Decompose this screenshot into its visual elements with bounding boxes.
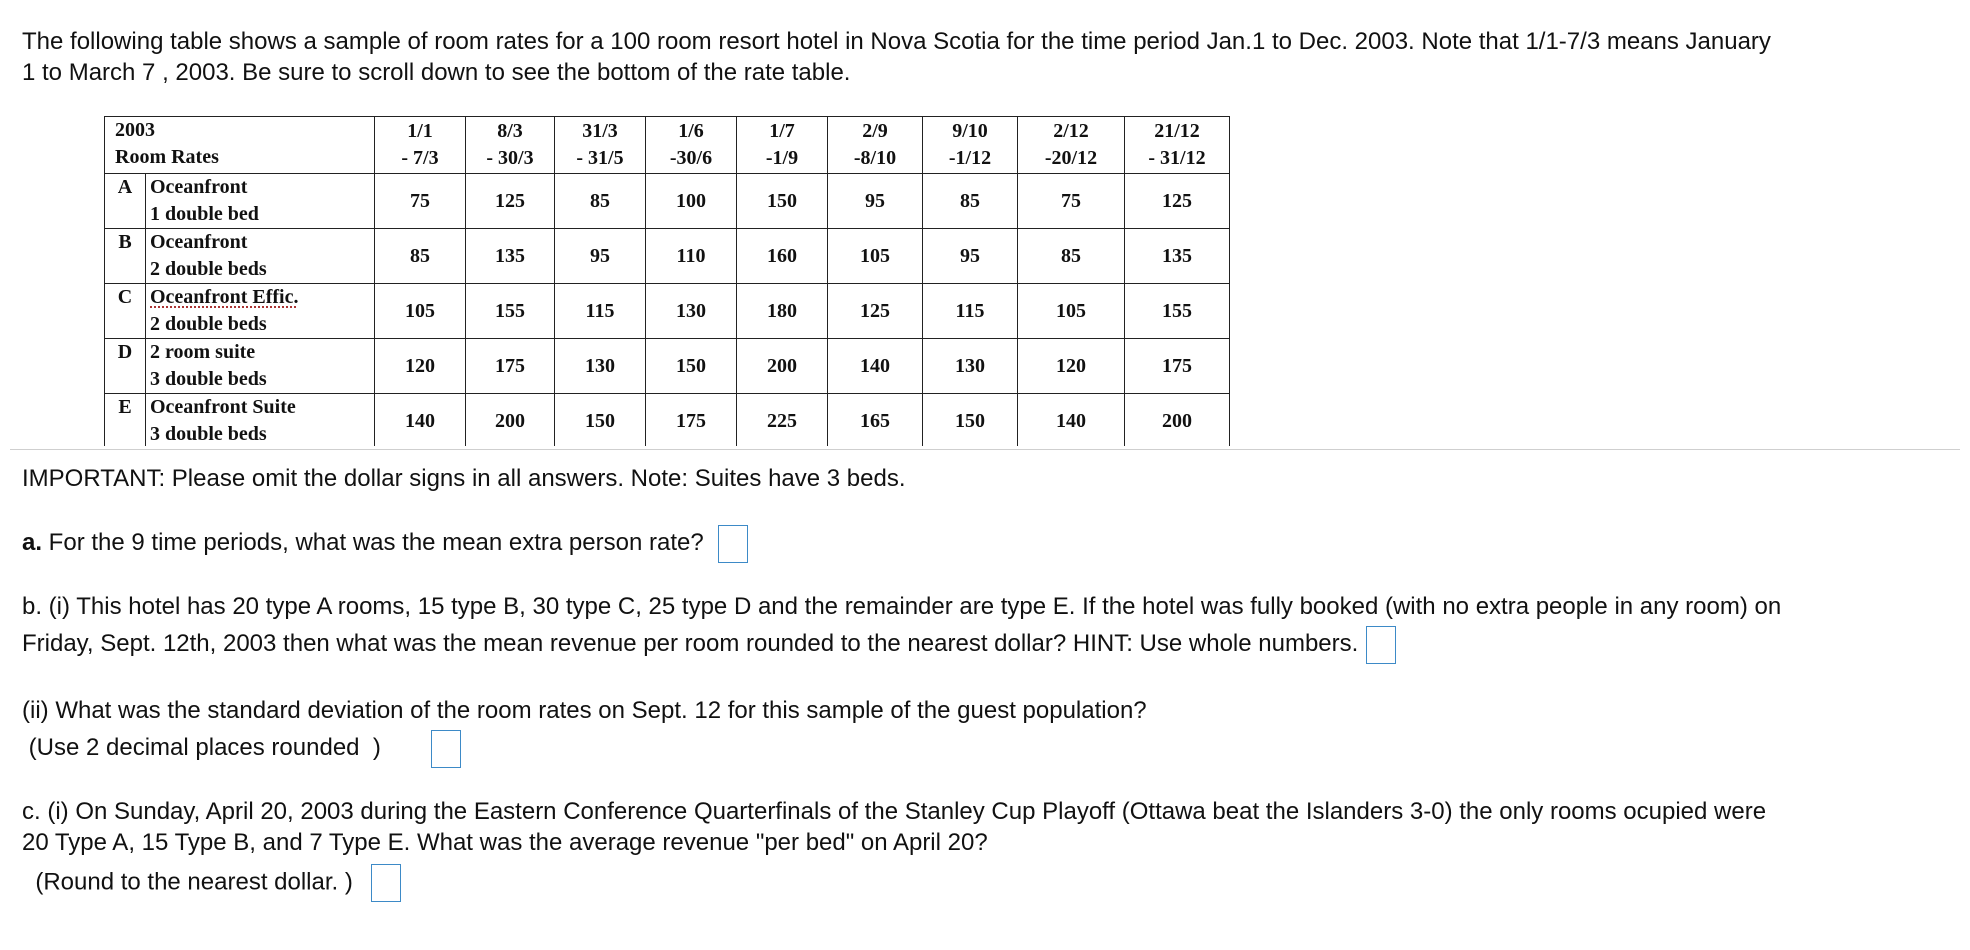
question-c-i-line-3: (Round to the nearest dollar. ) — [22, 868, 353, 896]
room-code: C — [105, 284, 146, 339]
rate-cell: 150 — [555, 394, 646, 447]
rate-cell: 150 — [923, 394, 1018, 447]
question-b-ii-line-2: (Use 2 decimal places rounded ) — [22, 734, 381, 761]
rate-cell: 140 — [1018, 394, 1125, 447]
rate-cell: 125 — [466, 174, 555, 229]
room-type: Oceanfront Suite 3 double beds — [146, 394, 375, 447]
rate-cell: 130 — [923, 339, 1018, 394]
rate-cell: 140 — [375, 394, 466, 447]
table-row — [105, 284, 1230, 339]
table-title-year: 2003 — [115, 119, 155, 141]
question-b-ii-line-1: (ii) What was the standard deviation of the room rates on Sept. 12 for this sample of the guest population? — [22, 697, 1147, 724]
rate-cell: 125 — [1125, 174, 1230, 229]
room-code: E — [105, 394, 146, 447]
room-code: B — [105, 229, 146, 284]
period-header: 9/10 -1/12 — [923, 117, 1018, 174]
question-a-label: a. — [22, 529, 43, 556]
answer-b-ii-input[interactable] — [431, 730, 461, 768]
rate-cell: 200 — [737, 339, 828, 394]
rate-cell: 105 — [828, 229, 923, 284]
rate-cell: 155 — [466, 284, 555, 339]
table-title-cell — [105, 117, 375, 174]
room-type: Oceanfront 1 double bed — [146, 174, 375, 229]
rate-cell: 180 — [737, 284, 828, 339]
rate-cell: 160 — [737, 229, 828, 284]
answer-c-i-input[interactable] — [371, 864, 401, 902]
rate-cell: 200 — [466, 394, 555, 447]
table-header-row — [105, 117, 1230, 174]
period-header: 1/7 -1/9 — [737, 117, 828, 174]
table-title-label: Room Rates — [115, 146, 219, 168]
period-header: 21/12 - 31/12 — [1125, 117, 1230, 174]
rate-table-scroll-area[interactable] — [104, 116, 1234, 446]
rate-cell: 125 — [828, 284, 923, 339]
rate-cell: 200 — [1125, 394, 1230, 447]
rate-cell: 110 — [646, 229, 737, 284]
period-header: 1/6 -30/6 — [646, 117, 737, 174]
rate-cell: 75 — [1018, 174, 1125, 229]
rate-cell: 175 — [466, 339, 555, 394]
room-code: D — [105, 339, 146, 394]
intro-line-1: The following table shows a sample of room rates for a 100 room resort hotel in Nova Scotia for the time period Jan.1 to Dec. 2003. Note that 1/1-7/3 means January — [22, 28, 1771, 55]
question-b-i-line-1: b. (i) This hotel has 20 type A rooms, 15 type B, 30 type C, 25 type D and the remainder are type E. If the hotel was fully booked (with no extra people in any room) on — [22, 593, 1782, 620]
table-row — [105, 229, 1230, 284]
period-header: 1/1 - 7/3 — [375, 117, 466, 174]
room-type: Oceanfront 2 double beds — [146, 229, 375, 284]
rate-cell: 75 — [375, 174, 466, 229]
table-row — [105, 339, 1230, 394]
important-note: IMPORTANT: Please omit the dollar signs in all answers. Note: Suites have 3 beds. — [22, 465, 906, 492]
period-header: 8/3 - 30/3 — [466, 117, 555, 174]
question-c-i-line-2: 20 Type A, 15 Type B, and 7 Type E. What was the average revenue "per bed" on April 20? — [22, 829, 988, 856]
intro-text — [22, 26, 1952, 88]
rate-cell: 120 — [375, 339, 466, 394]
intro-line-2: 1 to March 7 , 2003. Be sure to scroll down to see the bottom of the rate table. — [22, 59, 851, 86]
period-header: 2/9 -8/10 — [828, 117, 923, 174]
rate-cell: 150 — [646, 339, 737, 394]
rate-cell: 85 — [1018, 229, 1125, 284]
question-a — [22, 524, 1952, 563]
rate-table — [104, 116, 1230, 446]
question-a-text: For the 9 time periods, what was the mean extra person rate? — [42, 529, 704, 556]
question-b-i — [22, 588, 1952, 664]
rate-cell: 105 — [1018, 284, 1125, 339]
rate-cell: 135 — [466, 229, 555, 284]
rate-cell: 150 — [737, 174, 828, 229]
rate-cell: 120 — [1018, 339, 1125, 394]
rate-cell: 225 — [737, 394, 828, 447]
rate-cell: 155 — [1125, 284, 1230, 339]
rate-cell: 165 — [828, 394, 923, 447]
rate-cell: 135 — [1125, 229, 1230, 284]
question-c-i-line-1: c. (i) On Sunday, April 20, 2003 during the Eastern Conference Quarterfinals of the Stanley Cup Playoff (Ottawa beat the Islanders 3-0) the only rooms ocupied were — [22, 798, 1767, 825]
rate-cell: 130 — [646, 284, 737, 339]
rate-cell: 115 — [923, 284, 1018, 339]
rate-cell: 115 — [555, 284, 646, 339]
rate-cell: 100 — [646, 174, 737, 229]
table-row — [105, 394, 1230, 447]
rate-cell: 175 — [646, 394, 737, 447]
table-divider — [10, 449, 1960, 450]
question-c-i — [22, 796, 1952, 902]
room-type: 2 room suite 3 double beds — [146, 339, 375, 394]
rate-cell: 85 — [375, 229, 466, 284]
rate-cell: 85 — [923, 174, 1018, 229]
rate-cell: 95 — [828, 174, 923, 229]
rate-cell: 140 — [828, 339, 923, 394]
question-b-ii — [22, 692, 1952, 768]
rate-cell: 85 — [555, 174, 646, 229]
answer-b-i-input[interactable] — [1366, 626, 1396, 664]
room-type: Oceanfront Effic. 2 double beds — [146, 284, 375, 339]
room-code: A — [105, 174, 146, 229]
answer-a-input[interactable] — [718, 525, 748, 563]
rate-cell: 105 — [375, 284, 466, 339]
question-b-i-line-2: Friday, Sept. 12th, 2003 then what was the mean revenue per room rounded to the nearest dollar? HINT: Use whole numbers. — [22, 630, 1359, 657]
table-row — [105, 174, 1230, 229]
period-header: 2/12 -20/12 — [1018, 117, 1125, 174]
rate-cell: 95 — [555, 229, 646, 284]
rate-cell: 175 — [1125, 339, 1230, 394]
rate-cell: 130 — [555, 339, 646, 394]
rate-cell: 95 — [923, 229, 1018, 284]
period-header: 31/3 - 31/5 — [555, 117, 646, 174]
